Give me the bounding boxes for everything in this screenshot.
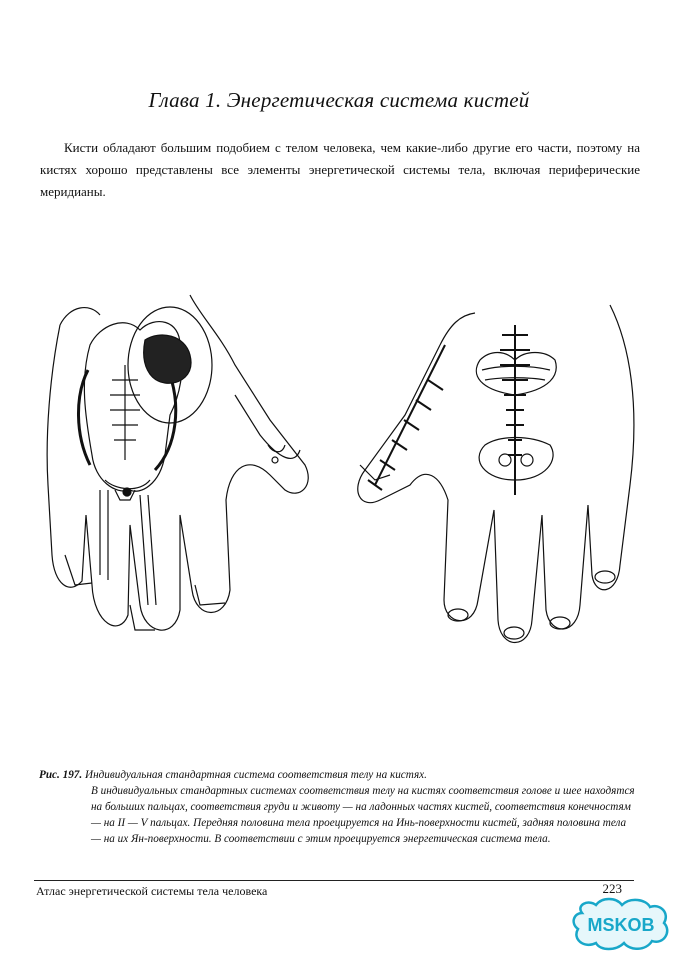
footer-divider [34,880,634,881]
running-footer: Атлас энергетической системы тела человека [36,884,268,898]
watermark-logo [568,895,674,955]
intro-text: Кисти обладают большим подобием с телом человека, чем какие-либо другие его части, поэтому на кистях хорошо представлены все элементы энергетической системы тела, включая периферические меридианы. [40,140,640,199]
caption-heading [39,767,637,783]
chapter-title: Глава 1. Энергетическая система кистей [148,88,530,112]
left-hand-palm [47,295,308,630]
caption-title: Индивидуальная стандартная система соответствия телу на кистях. [85,769,427,781]
watermark-text: MSKOB [587,915,655,935]
figure-label: Рис. 197. [39,769,83,781]
figure-caption [39,767,637,847]
hands-illustration [30,285,650,665]
page-number: 223 [602,881,622,896]
right-hand-back [358,305,634,643]
caption-body: В индивидуальных стандартных системах соответствия телу на кистях соответствия голове и шее находятся на больших пальцах, соответствия груди и животу — на ладонных частях кистей, соответствия конечностям — на II — V пальцах. Передняя половина тела проецируется на Инь-поверхности кистей, задняя половина тела — на их Ян-поверхности. В соответствии с этим проецируется энергетическая система тела. [91,785,635,845]
intro-paragraph [40,137,640,203]
